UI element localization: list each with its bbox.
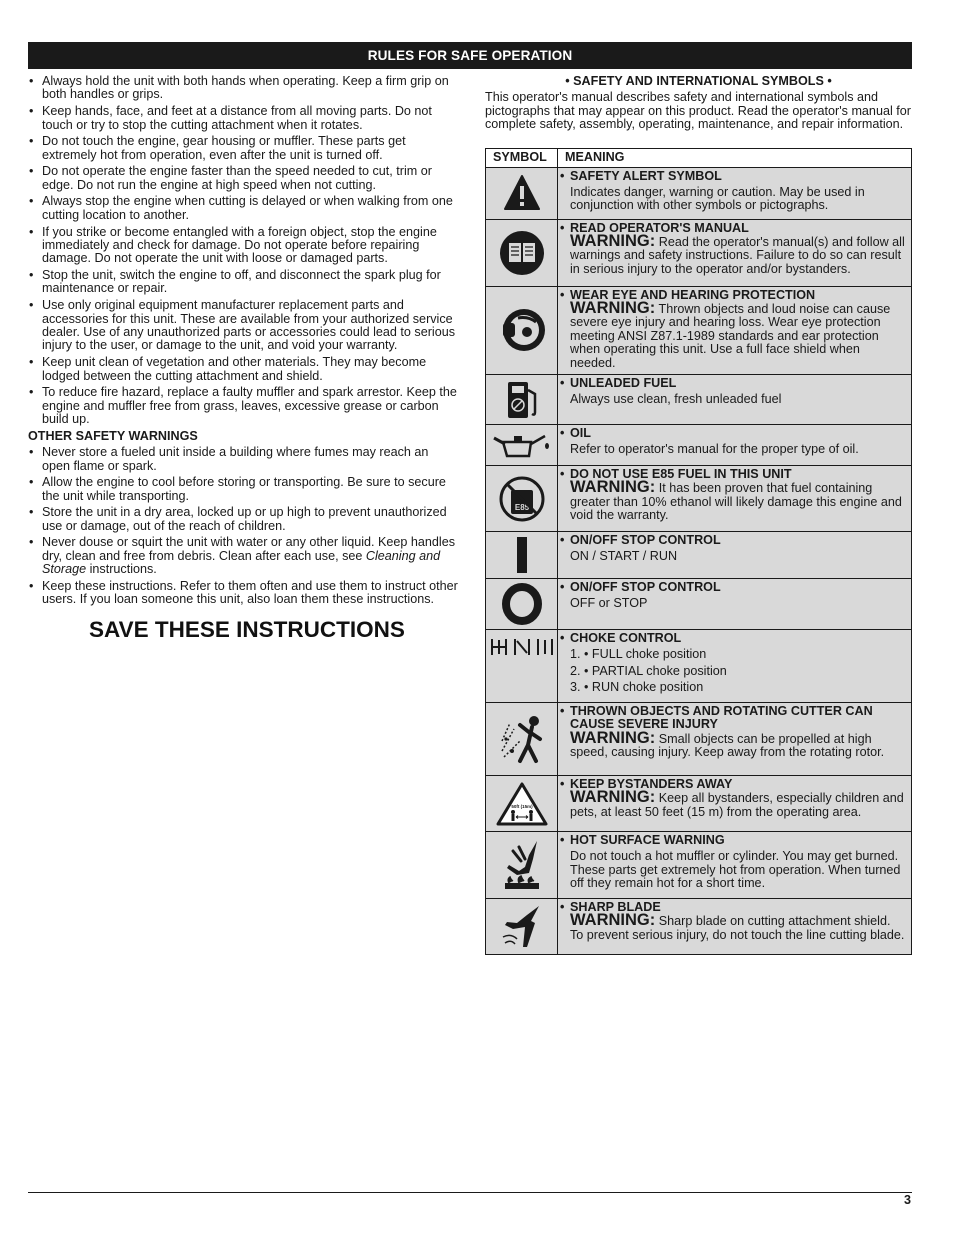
row-body (570, 911, 907, 942)
list-item: • Always stop the engine when cutting is delayed or when walking from one cutting location to another. (28, 195, 458, 222)
bystanders-icon (495, 781, 549, 827)
warning-label: WARNING: (570, 911, 656, 930)
distance-label: 50ft (15m) (510, 803, 533, 809)
row-title: • CHOKE CONTROL (560, 632, 907, 645)
row-title: • UNLEADED FUEL (560, 377, 907, 390)
symbol-cell (486, 899, 558, 955)
warning-label: WARNING: (570, 478, 656, 497)
list-item: • Never store a fueled unit inside a building where fumes may reach an open flame or spark. (28, 446, 458, 473)
table-row (486, 579, 912, 630)
thrown-objects-icon (498, 711, 546, 767)
operator-manual-icon (499, 230, 545, 276)
list-item: 3. • RUN choke position (570, 680, 704, 695)
table-header-row (486, 148, 912, 167)
meaning-column-header: MEANING (558, 148, 912, 167)
symbol-cell (486, 167, 558, 219)
meaning-cell (558, 286, 912, 374)
row-body: Refer to operator's manual for the proper type of oil. (570, 442, 859, 457)
water-text-2: instructions. (86, 562, 157, 577)
on-symbol-icon (512, 535, 532, 575)
row-body (570, 478, 907, 523)
list-item: • Do not operate the engine faster than the speed needed to cut, trim or edge. Do not run the engine at high speed when not cutting. (28, 165, 458, 192)
table-row (486, 286, 912, 374)
cleaning-storage-ref: Cleaning and Storage (42, 548, 441, 577)
symbol-cell (486, 375, 558, 425)
other-warnings-list (28, 446, 458, 607)
row-title: • KEEP BYSTANDERS AWAY (560, 778, 907, 791)
row-title: • ON/OFF STOP CONTROL (560, 581, 907, 594)
list-item: • To reduce fire hazard, replace a faulty muffler and spark arrestor. Keep the engine and muffler free from grass, leaves, excessive grease or carbon build up. (28, 386, 458, 426)
symbol-column-header: SYMBOL (486, 148, 558, 167)
rules-list (28, 75, 458, 426)
row-body-text: It has been proven that fuel containing greater than 10% ethanol will likely damage this engine and void the warranty. (570, 481, 902, 523)
warning-label: WARNING: (570, 728, 656, 747)
table-row (486, 899, 912, 955)
list-item: • Allow the engine to cool before storing or transporting. Be sure to secure the unit while transporting. (28, 476, 458, 503)
meaning-cell (558, 532, 912, 579)
meaning-cell (558, 425, 912, 466)
choke-list (570, 648, 907, 694)
table-row (486, 219, 912, 286)
symbol-cell (486, 776, 558, 832)
symbol-cell (486, 425, 558, 466)
safety-alert-icon (502, 173, 542, 213)
list-item: • Do not touch the engine, gear housing or muffler. These parts get extremely hot from operation, even after the unit is turned off. (28, 135, 458, 162)
symbol-cell (486, 219, 558, 286)
symbol-cell (486, 532, 558, 579)
meaning-cell (558, 899, 912, 955)
row-body-text: Read the operator's manual(s) and follow all warnings and safety instructions. Failure to do so can result in serious injury to the operator and/or bystanders. (570, 235, 905, 276)
row-title: • SAFETY ALERT SYMBOL (560, 170, 907, 183)
row-body (570, 299, 907, 370)
fuel-pump-icon (502, 378, 542, 422)
other-warnings-heading: OTHER SAFETY WARNINGS (28, 428, 198, 443)
row-title: • WEAR EYE AND HEARING PROTECTION (560, 289, 907, 302)
row-body: Do not touch a hot muffler or cylinder. You may get burned. These parts get extremely hot from operation. When turned off they remain hot for a short time. (570, 849, 901, 891)
list-item (28, 536, 458, 576)
symbols-table (485, 148, 912, 955)
list-item: • Keep hands, face, and feet at a distance from all moving parts. Do not touch or try to stop the cutting attachment when it rotates. (28, 105, 458, 132)
symbol-cell (486, 832, 558, 899)
save-instructions-heading: SAVE THESE INSTRUCTIONS (89, 617, 405, 642)
meaning-cell (558, 703, 912, 776)
table-row (486, 832, 912, 899)
row-body: Indicates danger, warning or caution. May be used in conjunction with other symbols or pictographs. (570, 185, 865, 213)
row-body-text: Keep all bystanders, especially children and pets, at least 50 feet (15 m) from the operating area. (570, 791, 904, 819)
row-body-text: Small objects can be propelled at high speed, causing injury. Keep away from the rotating rotor. (570, 731, 885, 760)
water-text-1: Never douse or squirt the unit with water or any other liquid. Keep handles dry, clean and free from debris. Clean after each use, see (42, 535, 456, 563)
page-number: 3 (903, 1193, 911, 1207)
table-row (486, 425, 912, 466)
list-item: • If you strike or become entangled with a foreign object, stop the engine immediately and check for damage. Do not operate before repairing damage. Do not operate the unit with loose or damaged parts. (28, 226, 458, 266)
list-item: 2. • PARTIAL choke position (570, 663, 727, 678)
table-row (486, 703, 912, 776)
off-symbol-icon (500, 583, 544, 625)
symbols-title: • SAFETY AND INTERNATIONAL SYMBOLS • (565, 74, 832, 88)
sharp-blade-icon (499, 903, 545, 951)
table-row (486, 532, 912, 579)
left-column (28, 75, 458, 610)
meaning-cell (558, 832, 912, 899)
right-column (485, 75, 912, 955)
oil-can-icon (491, 430, 553, 460)
meaning-cell (558, 776, 912, 832)
table-row (486, 776, 912, 832)
row-body (570, 232, 907, 276)
warning-label: WARNING: (570, 232, 656, 251)
list-item: • Stop the unit, switch the engine to off, and disconnect the spark plug for maintenance or repair. (28, 269, 458, 296)
section-header: RULES FOR SAFE OPERATION (28, 42, 912, 69)
warning-label: WARNING: (570, 788, 656, 807)
choke-icon (489, 636, 555, 658)
symbol-cell (486, 286, 558, 374)
table-row (486, 630, 912, 703)
row-title: • HOT SURFACE WARNING (560, 834, 907, 847)
row-title: • OIL (560, 427, 907, 440)
footer-rule (28, 1192, 912, 1193)
symbol-cell (486, 579, 558, 630)
table-row (486, 167, 912, 219)
row-body (570, 788, 907, 819)
row-title: • DO NOT USE E85 FUEL IN THIS UNIT (560, 468, 907, 481)
meaning-cell (558, 630, 912, 703)
table-row (486, 375, 912, 425)
list-item: 1. • FULL choke position (570, 647, 707, 662)
list-item: • Store the unit in a dry area, locked up or up high to prevent unauthorized use or damage, out of the reach of children. (28, 506, 458, 533)
meaning-cell (558, 167, 912, 219)
row-body-text: Thrown objects and loud noise can cause severe eye injury and hearing loss. Wear eye protection meeting ANSI Z87.1-1989 standards and ear protection when operating this unit. Use a full face shield when needed. (570, 302, 891, 370)
row-title: • SHARP BLADE (560, 901, 907, 914)
meaning-cell (558, 466, 912, 532)
meaning-cell (558, 579, 912, 630)
warning-label: WARNING: (570, 299, 656, 318)
meaning-cell (558, 219, 912, 286)
table-row (486, 466, 912, 532)
meaning-cell (558, 375, 912, 425)
row-body: ON / START / RUN (570, 549, 678, 564)
no-e85-icon (498, 475, 546, 523)
symbols-intro: This operator's manual describes safety and international symbols and pictographs that may appear on this product. Read the operator's manual for complete safety, assembly, operating, maintenance, and repair information. (485, 90, 911, 132)
list-item: • Always hold the unit with both hands when operating. Keep a firm grip on both handles or grips. (28, 75, 458, 102)
row-title: • READ OPERATOR'S MANUAL (560, 222, 907, 235)
row-body: OFF or STOP (570, 596, 648, 611)
symbol-cell (486, 466, 558, 532)
symbol-cell (486, 703, 558, 776)
list-item: • Keep unit clean of vegetation and other materials. They may become lodged between the cutting attachment and shield. (28, 356, 458, 383)
row-body (570, 728, 907, 760)
list-item: • Keep these instructions. Refer to them often and use them to instruct other users. If you loan someone this unit, also loan them these instructions. (28, 580, 458, 607)
hot-surface-icon (499, 837, 545, 893)
row-body-text: Sharp blade on cutting attachment shield. To prevent serious injury, do not touch the line cutting blade. (570, 914, 905, 942)
eye-hearing-protection-icon (498, 306, 546, 354)
row-body: Always use clean, fresh unleaded fuel (570, 392, 782, 407)
row-title: • ON/OFF STOP CONTROL (560, 534, 907, 547)
row-title: • THROWN OBJECTS AND ROTATING CUTTER CAN CAUSE SEVERE INJURY (560, 705, 907, 732)
list-item: • Use only original equipment manufacturer replacement parts and accessories for this unit. These are available from your authorized service dealer. Use of any unauthorized parts or accessories could lead to serious injury to the user, or damage to the unit, and void your warranty. (28, 299, 458, 353)
symbol-cell (486, 630, 558, 703)
e85-label: E85 (514, 502, 529, 512)
